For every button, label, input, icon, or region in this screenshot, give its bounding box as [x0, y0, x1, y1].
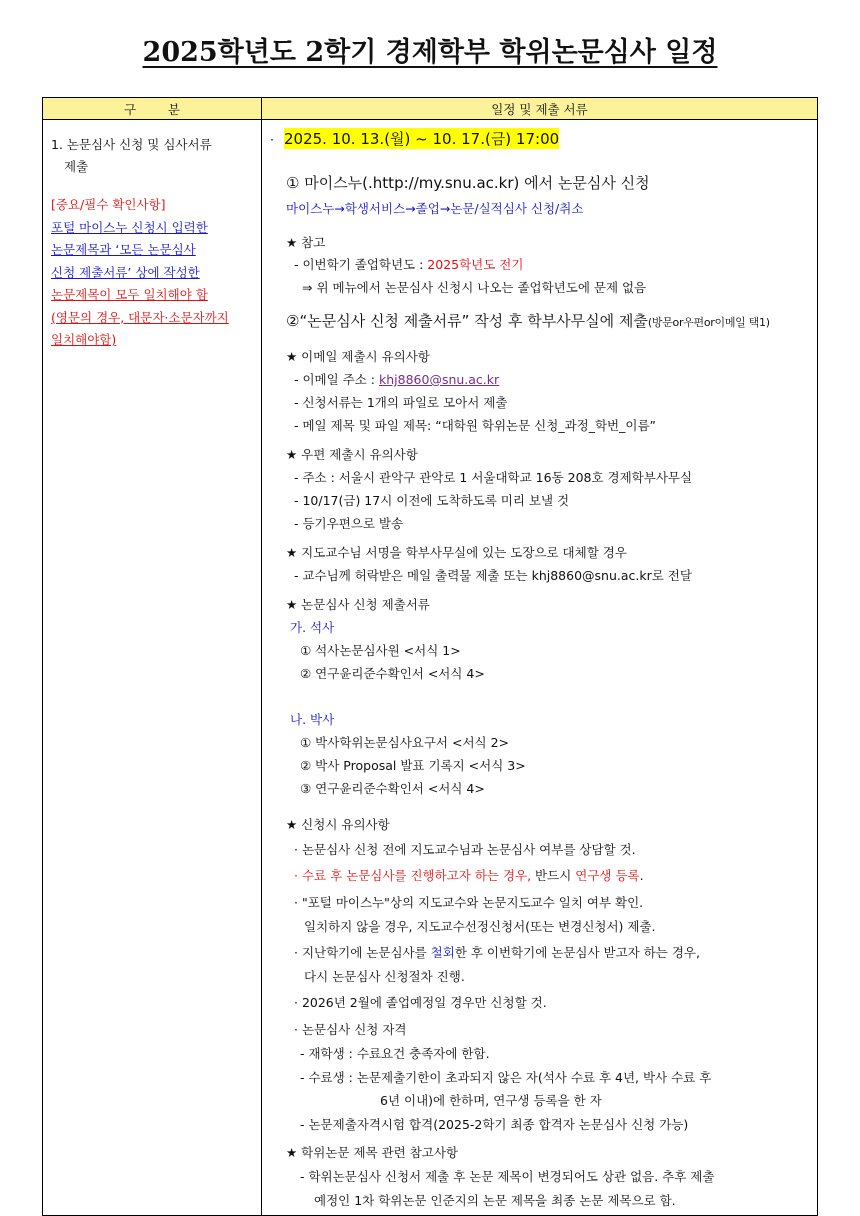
post-line: - 등기우편으로 발송 — [294, 516, 404, 531]
caution-line: · 2026년 2월에 졸업예정일 경우만 신청할 것. — [294, 995, 547, 1010]
email-link[interactable]: khj8860@snu.ac.kr — [379, 372, 500, 387]
step1-title: ① 마이스누(.http://my.snu.ac.kr) 에서 논문심사 신청 — [286, 174, 650, 192]
caution-line: 6년 이내)에 한하며, 연구생 등록을 한 자 — [380, 1093, 602, 1108]
notice-tag: [중요/필수 확인사항] — [51, 197, 166, 212]
title-note-line: - 학위논문심사 신청서 제출 후 논문 제목이 변경되어도 상관 없음. 추후 제출 — [300, 1169, 715, 1184]
table-row — [43, 120, 818, 1216]
caution-line: 다시 논문심사 신청절차 진행. — [304, 969, 465, 984]
docs-item: ③ 연구윤리준수확인서 <서식 4> — [300, 781, 485, 796]
docs-heading: ★ 논문심사 신청 제출서류 — [286, 597, 430, 612]
caution-line: · 논문심사 신청 전에 지도교수님과 논문심사 여부를 상담할 것. — [294, 842, 636, 857]
important-notice — [51, 194, 255, 352]
docs-item: ① 박사학위논문심사요구서 <서식 2> — [300, 735, 510, 750]
docs-phd: 나. 박사 — [290, 712, 335, 727]
notice-line: 논문제목이 모두 일치해야 함 — [51, 287, 208, 302]
caution-line: - 논문제출자격시험 합격(2025-2학기 최종 합격자 논문심사 신청 가능) — [300, 1117, 689, 1132]
ref-line: - 이번학기 졸업학년도 : 2025학년도 전기 — [294, 257, 524, 272]
email-heading: ★ 이메일 제출시 유의사항 — [286, 349, 430, 364]
schedule-date: 2025. 10. 13.(월) ~ 10. 17.(금) 17:00 — [284, 130, 560, 148]
docs-item: ② 연구윤리준수확인서 <서식 4> — [300, 666, 485, 681]
bullet-dot: · — [270, 132, 274, 147]
category-item-cont: 제출 — [64, 159, 89, 174]
email-line: - 신청서류는 1개의 파일로 모아서 제출 — [294, 395, 508, 410]
sign-heading: ★ 지도교수님 서명을 학부사무실에 있는 도장으로 대체할 경우 — [286, 545, 627, 560]
step1-path: 마이스누→학생서비스→졸업→논문/실적심사 신청/취소 — [286, 201, 584, 216]
post-line: - 주소 : 서울시 관악구 관악로 1 서울대학교 16동 208호 경제학부사무실 — [294, 470, 693, 485]
step2-title: ②“논문심사 신청 제출서류” 작성 후 학부사무실에 제출(방문or우편or이메일 택1) — [286, 312, 770, 330]
notice-line: 포털 마이스누 신청시 입력한 — [51, 219, 208, 235]
header-schedule: 일정 및 제출 서류 — [262, 98, 818, 120]
caution-line: · 지난학기에 논문심사를 철회한 후 이번학기에 논문심사 받고자 하는 경우, — [294, 945, 700, 960]
docs-item: ② 박사 Proposal 발표 기록지 <서식 3> — [300, 758, 526, 773]
post-line: - 10/17(금) 17시 이전에 도착하도록 미리 보낼 것 — [294, 493, 570, 508]
notice-line: 일치해야함) — [51, 332, 117, 347]
caution-line: · 수료 후 논문심사를 진행하고자 하는 경우, 반드시 연구생 등록. — [294, 868, 644, 883]
page-title: 2025학년도 2학기 경제학부 학위논문심사 일정 — [142, 37, 718, 68]
category-cell — [43, 120, 262, 1216]
category-item: 1. 논문심사 신청 및 심사서류 — [51, 137, 212, 152]
caution-heading: ★ 신청시 유의사항 — [286, 817, 390, 832]
caution-line: - 수료생 : 논문제출기한이 초과되지 않은 자(석사 수료 후 4년, 박사 수료 후 — [300, 1070, 712, 1085]
caution-line: - 재학생 : 수료요건 충족자에 한함. — [300, 1046, 490, 1061]
schedule-table — [42, 97, 818, 1216]
email-line: - 메일 제목 및 파일 제목: “대학원 학위논문 신청_과정_학번_이름” — [294, 418, 657, 433]
caution-line: · 논문심사 신청 자격 — [294, 1022, 407, 1037]
title-note-line: 예정인 1차 학위논문 인준지의 논문 제목을 최종 논문 제목으로 함. — [314, 1193, 676, 1208]
table-header-row — [43, 98, 818, 120]
caution-line: 일치하지 않을 경우, 지도교수선정신청서(또는 변경신청서) 제출. — [304, 919, 656, 934]
schedule-cell — [262, 120, 818, 1216]
header-category: 구 분 — [43, 98, 262, 120]
docs-master: 가. 석사 — [290, 620, 335, 635]
post-heading: ★ 우편 제출시 유의사항 — [286, 447, 418, 462]
notice-line: 신청 제출서류’ 상에 작성한 — [51, 264, 200, 280]
email-line: - 이메일 주소 : khj8860@snu.ac.kr — [294, 372, 500, 387]
ref-line: ⇒ 위 메뉴에서 논문심사 신청시 나오는 졸업학년도에 문제 없음 — [302, 280, 647, 295]
notice-line: (영문의 경우, 대문자·소문자까지 — [51, 309, 229, 325]
ref-heading: ★ 참고 — [286, 235, 326, 250]
sign-line: - 교수님께 허락받은 메일 출력물 제출 또는 khj8860@snu.ac.kr로 전달 — [294, 568, 692, 583]
title-note-heading: ★ 학위논문 제목 관련 참고사항 — [286, 1145, 459, 1160]
notice-line: 논문제목과 ‘모든 논문심사 — [51, 242, 196, 257]
docs-item: ① 석사논문심사원 <서식 1> — [300, 643, 461, 658]
caution-line: · "포털 마이스누"상의 지도교수와 논문지도교수 일치 여부 확인. — [294, 895, 644, 910]
